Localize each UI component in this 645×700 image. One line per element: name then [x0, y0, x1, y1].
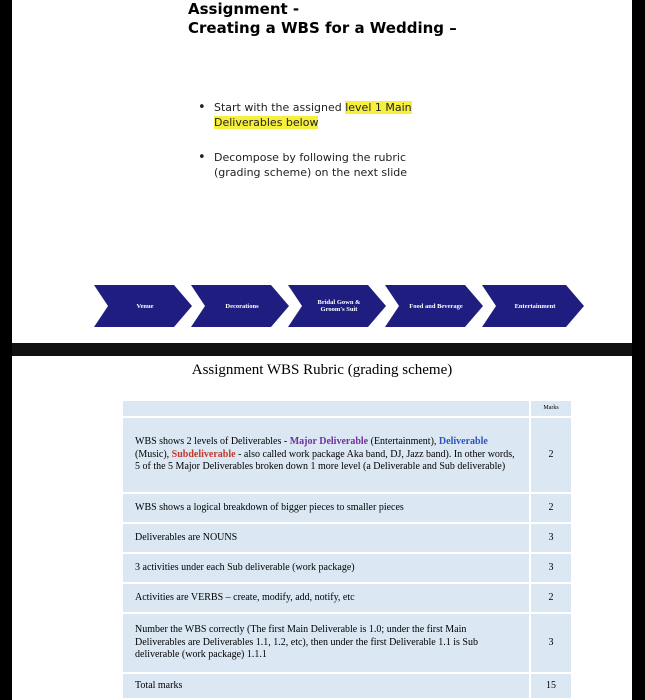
- criteria-text: (Entertainment),: [368, 436, 437, 448]
- mark-cell: 3: [530, 613, 571, 673]
- bullet-text: Start with the assigned: [214, 101, 346, 114]
- marks-header: Marks: [530, 401, 571, 417]
- total-value: 15: [530, 673, 571, 699]
- table-row: [123, 583, 571, 613]
- highlighted-text: Deliverables below: [214, 116, 319, 129]
- slide-divider: [12, 343, 632, 356]
- mark-cell: 2: [530, 493, 571, 523]
- table-header-row: [123, 401, 571, 417]
- slide-assignment: [12, 0, 632, 343]
- bullet-text: Decompose by following the rubric: [214, 151, 407, 164]
- slide-rubric: [12, 356, 632, 700]
- total-label: Total marks: [123, 673, 530, 699]
- chevron-venue: [94, 285, 192, 327]
- table-row: [123, 553, 571, 583]
- title-line-2: Creating a WBS for a Wedding –: [188, 19, 457, 37]
- chevron-label: Entertainment: [514, 302, 556, 310]
- criteria-text: - also called work package Aka band, DJ, Jazz band). In other words, 5 of the 5 Major Deliverables broken down 1 more level (a Deliverable and Sub deliverable): [135, 448, 515, 473]
- table-row: [123, 523, 571, 553]
- title-line-1: Assignment -: [188, 0, 300, 18]
- slide-title: [188, 0, 457, 38]
- chevron-bridal-gown: [288, 285, 386, 327]
- deliverables-chevron-process: [94, 285, 584, 327]
- total-row: [123, 673, 571, 699]
- rubric-title: Assignment WBS Rubric (grading scheme): [191, 362, 453, 378]
- chevron-label: Venue: [136, 302, 154, 310]
- chevron-label: Decorations: [225, 302, 259, 310]
- criteria-cell: Deliverables are NOUNS: [123, 523, 530, 553]
- mark-cell: 3: [530, 523, 571, 553]
- major-deliverable-term: Major Deliverable: [289, 436, 369, 448]
- criteria-text: WBS shows 2 levels of Deliverables -: [135, 436, 290, 448]
- highlighted-text: level 1 Main: [345, 101, 412, 114]
- mark-cell: 3: [530, 553, 571, 583]
- chevron-food-beverage: [385, 285, 483, 327]
- chevron-label: Bridal Gown & Groom's Suit: [317, 299, 361, 313]
- rubric-table: [123, 401, 571, 700]
- bullet-text: (grading scheme) on the next slide: [214, 166, 408, 179]
- mark-cell: 2: [530, 417, 571, 493]
- criteria-cell: [123, 417, 530, 493]
- table-row: [123, 417, 571, 493]
- table-row: [123, 493, 571, 523]
- mark-cell: 2: [530, 583, 571, 613]
- chevron-label: Food and Beverage: [409, 302, 463, 310]
- bullet-item-decompose: [194, 150, 494, 180]
- bullet-item-start: [194, 100, 494, 130]
- chevron-decorations: [191, 285, 289, 327]
- criteria-cell: Activities are VERBS – create, modify, add, notify, etc: [123, 583, 530, 613]
- table-row: [123, 613, 571, 673]
- criteria-cell: 3 activities under each Sub deliverable (work package): [123, 553, 530, 583]
- table-cell: [123, 401, 530, 417]
- criteria-cell: Number the WBS correctly (The first Main Deliverable is 1.0; under the first Main Deliverables are Deliverables 1.1, 1.2, etc), then under the first Deliverable 1.1 is Sub deliverable (work package) 1.1.1: [123, 613, 530, 673]
- criteria-text: (Music),: [135, 448, 172, 460]
- deliverable-term: Deliverable: [438, 436, 488, 448]
- criteria-cell: WBS shows a logical breakdown of bigger pieces to smaller pieces: [123, 493, 530, 523]
- bullet-list: [194, 100, 494, 180]
- chevron-entertainment: [482, 285, 584, 327]
- subdeliverable-term: Subdeliverable: [171, 448, 236, 460]
